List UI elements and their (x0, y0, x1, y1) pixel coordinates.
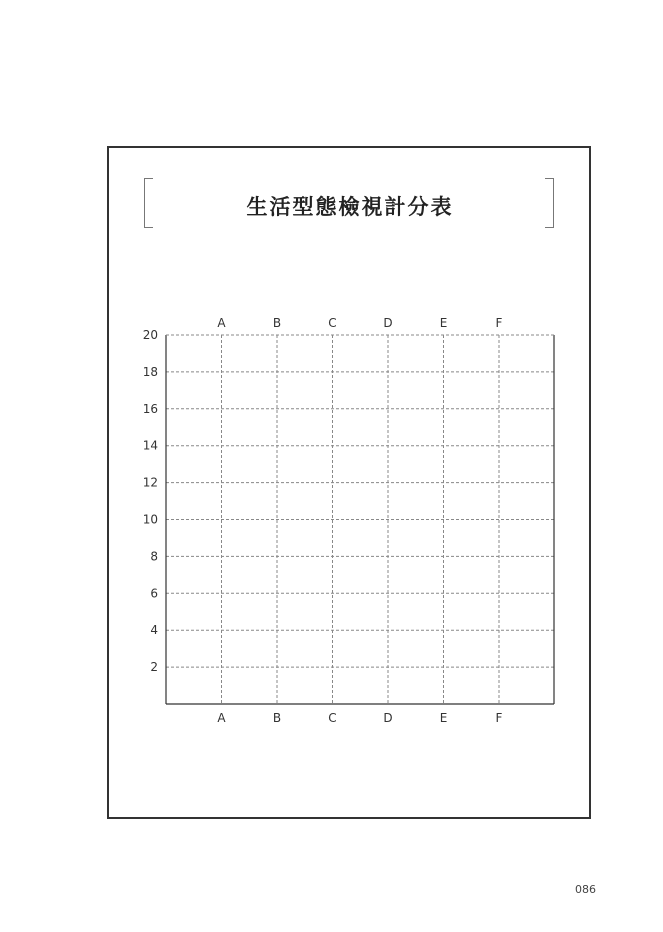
x-category-label-top: E (439, 316, 448, 330)
x-category-label-top: B (272, 316, 282, 330)
y-tick-label: 20 (142, 328, 158, 342)
x-category-label-bottom: F (495, 711, 503, 725)
x-category-label-top: A (217, 316, 226, 330)
y-tick-label: 14 (142, 438, 158, 453)
chart-grid (166, 335, 554, 704)
plot-area (166, 335, 554, 704)
x-category-label-top: C (328, 316, 337, 330)
x-category-label-bottom: C (328, 711, 337, 725)
x-category-label-bottom: A (217, 711, 226, 725)
x-category-label-bottom: D (383, 711, 393, 725)
y-tick-label: 2 (150, 660, 158, 675)
y-tick-label: 18 (142, 364, 158, 379)
x-category-label-bottom: B (272, 711, 282, 725)
x-category-label-bottom: E (439, 711, 448, 725)
page-number: 086 (575, 883, 596, 896)
y-tick-label: 10 (142, 512, 158, 527)
y-tick-label: 4 (150, 623, 158, 638)
x-category-label-top: D (383, 316, 393, 330)
y-tick-label: 8 (150, 549, 158, 564)
y-tick-label: 12 (142, 475, 158, 490)
y-tick-label: 6 (150, 586, 158, 601)
page-title: 生活型態檢視計分表 (246, 195, 454, 219)
y-tick-label: 16 (142, 401, 158, 416)
x-category-label-top: F (495, 316, 503, 330)
